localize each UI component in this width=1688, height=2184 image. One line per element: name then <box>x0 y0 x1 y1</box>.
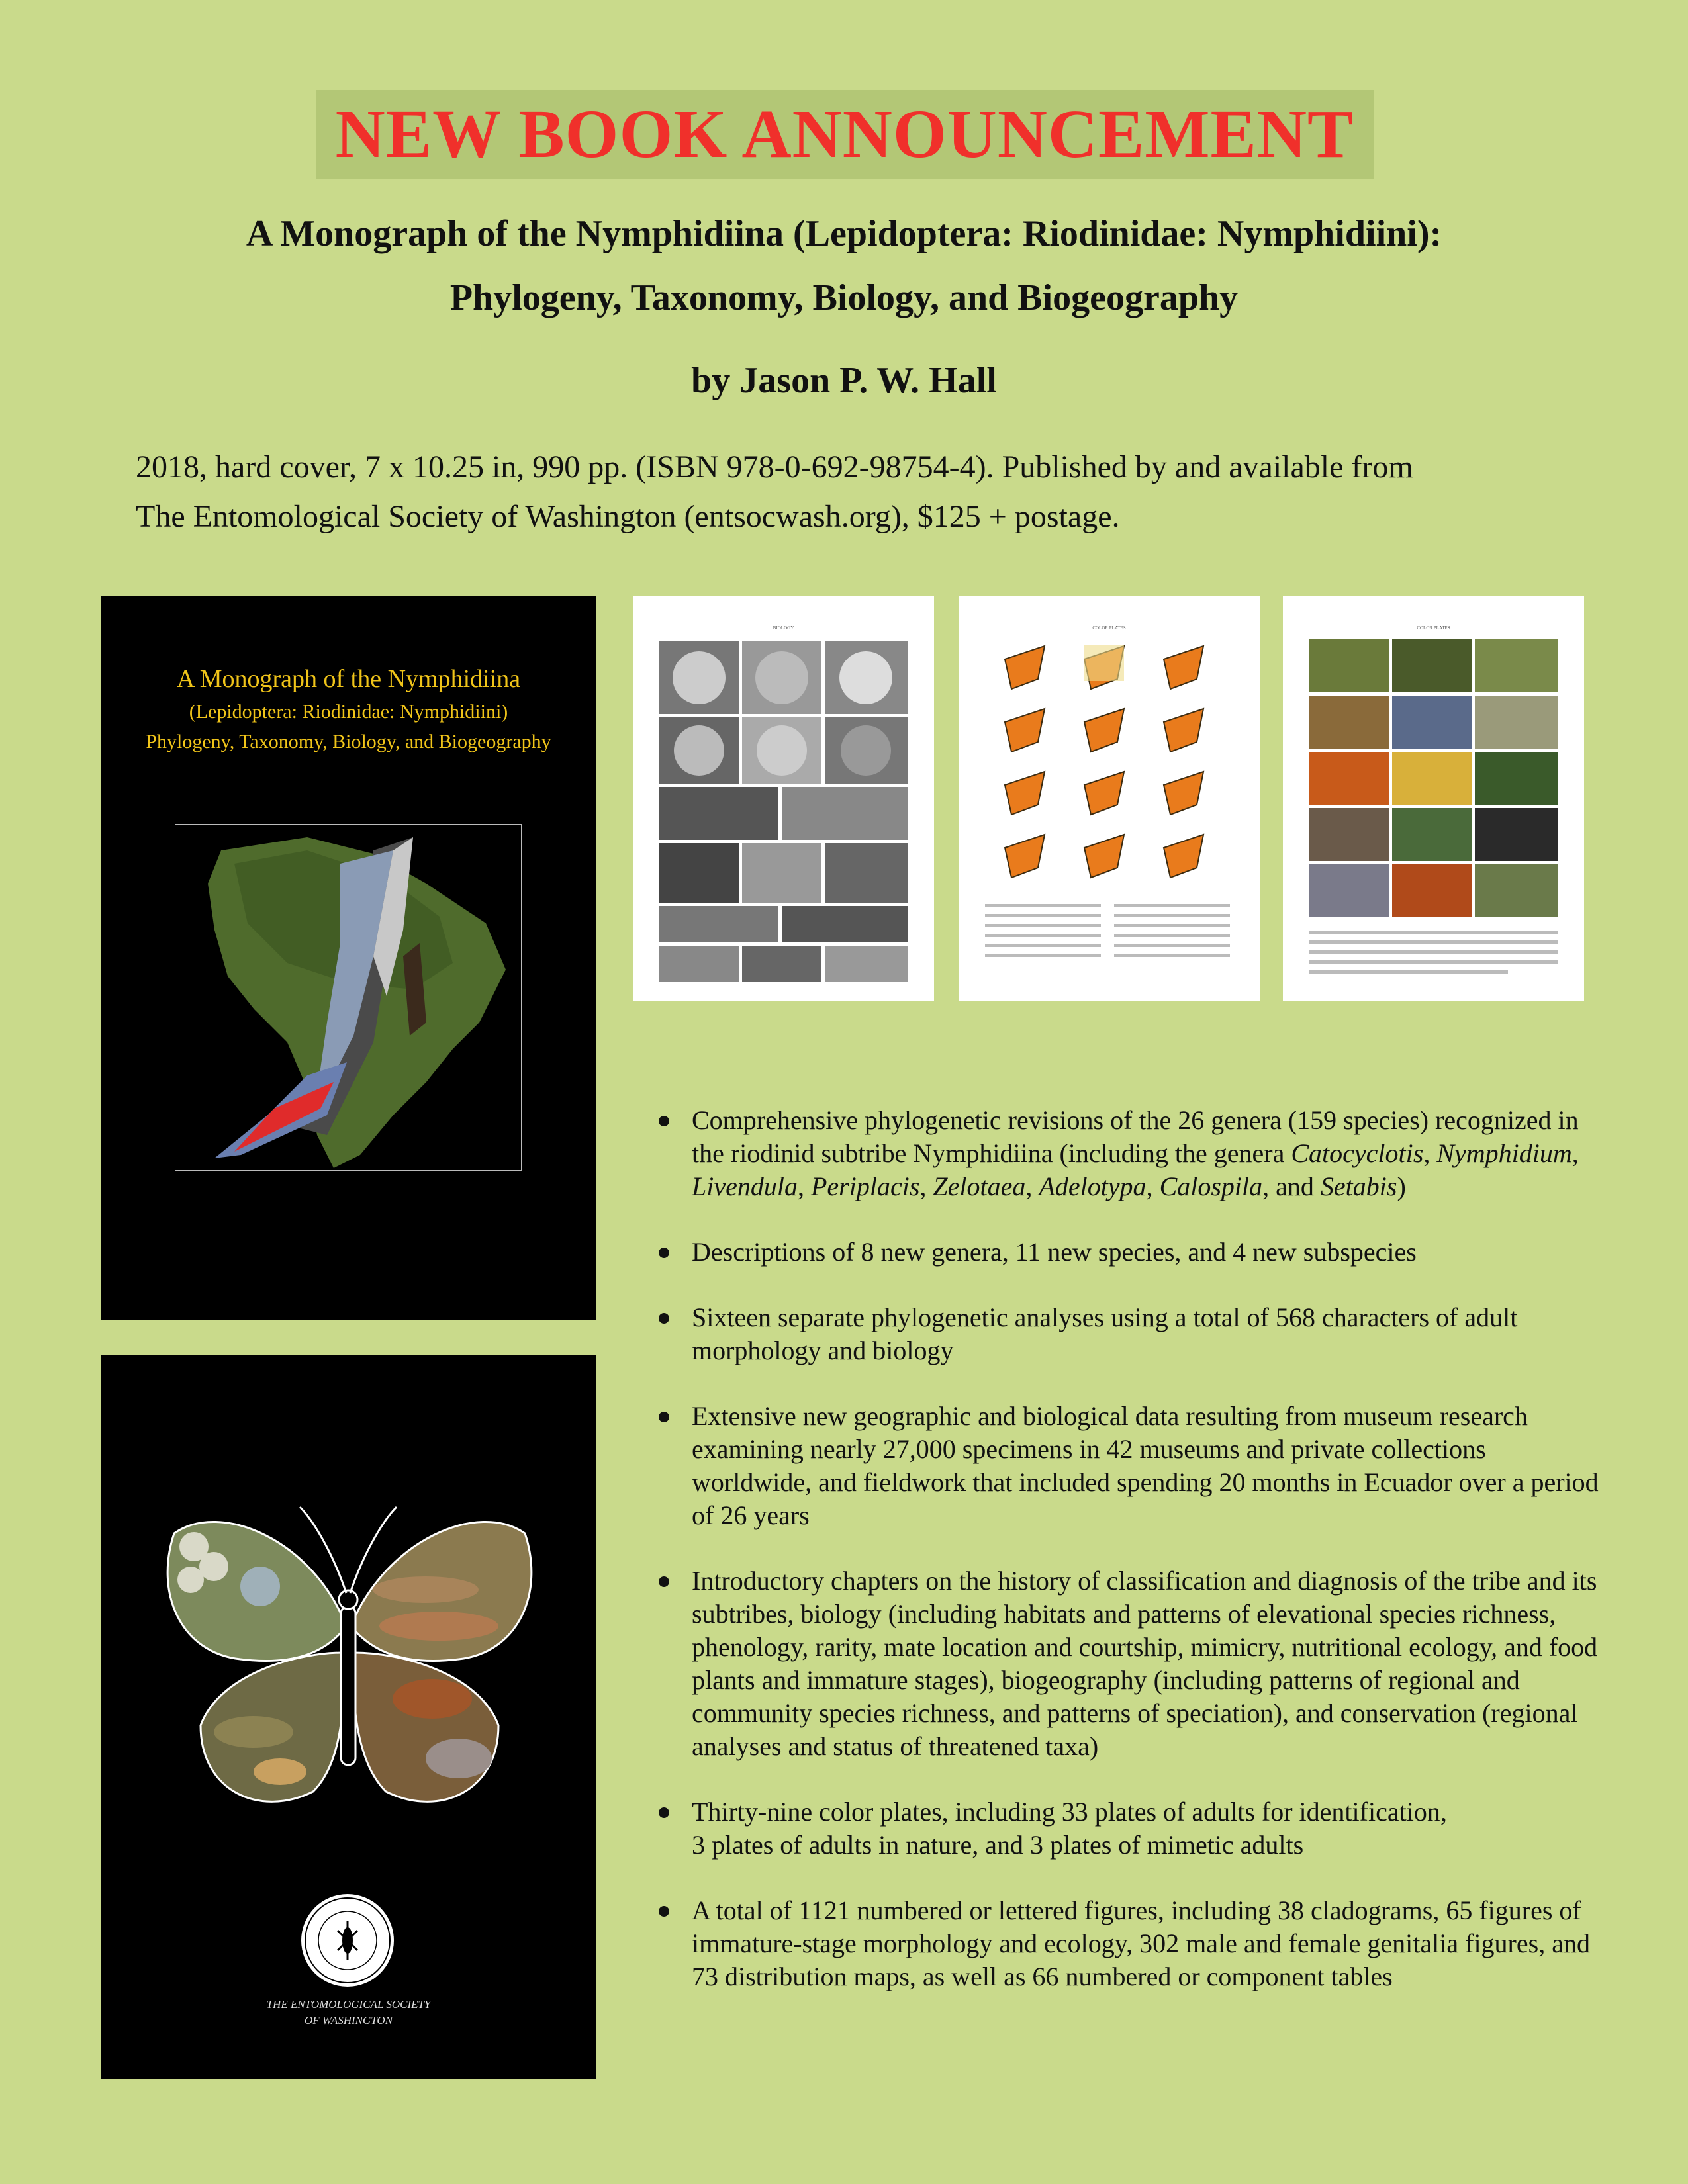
genus-name: Adelotypa <box>1039 1171 1147 1201</box>
butterflies-in-nature-plate <box>1309 639 1558 983</box>
south-america-map-with-butterfly <box>175 824 522 1171</box>
sample-page-plates-adults <box>959 596 1260 1001</box>
back-cover-image <box>101 1355 596 2079</box>
sem-micrograph-grid <box>659 641 908 982</box>
sample-page-biology <box>633 596 934 1001</box>
back-cover-society <box>101 1997 596 2028</box>
butterfly-specimen-plate <box>985 639 1233 983</box>
sample-page-header: COLOR PLATES <box>1092 625 1126 631</box>
society-line1: THE ENTOMOLOGICAL SOCIETY <box>266 1998 431 2011</box>
genus-name: Periplacis <box>810 1171 920 1201</box>
publication-info-line1: 2018, hard cover, 7 x 10.25 in, 990 pp. (ISBN 978-0-692-98754-4). Published by and available from <box>136 449 1413 484</box>
feature-list <box>652 1104 1599 2026</box>
feature-item: Introductory chapters on the history of classification and diagnosis of the tribe and its subtribes, biology (including habitats and patterns of elevational species richness, phenology, rarity, mate location and courtship, mimicry, nutritional ecology, and food plants and immature stages), biogeography (including patterns of regional and community species richness, and patterns of speciation), and conservation (regional analyses and status of threatened taxa) <box>652 1565 1599 1763</box>
genus-name: Catocyclotis <box>1291 1138 1424 1168</box>
front-cover-title: A Monograph of the Nymphidiina <box>176 665 521 693</box>
genus-name: Calospila <box>1159 1171 1263 1201</box>
society-seal-logo <box>298 1891 397 1990</box>
book-author: by Jason P. W. Hall <box>691 360 997 401</box>
book-title-line2: Phylogeny, Taxonomy, Biology, and Biogeography <box>449 277 1239 318</box>
sample-page-plates-nature <box>1283 596 1584 1001</box>
genus-name: Zelotaea <box>933 1171 1026 1201</box>
front-cover-subtitle: Phylogeny, Taxonomy, Biology, and Biogeography <box>146 731 551 752</box>
butterfly-collage <box>128 1461 569 1831</box>
genus-name: Setabis <box>1320 1171 1397 1201</box>
feature-item: Sixteen separate phylogenetic analyses using a total of 568 characters of adult morphology and biology <box>652 1301 1599 1367</box>
feature-item: Descriptions of 8 new genera, 11 new species, and 4 new subspecies <box>652 1236 1599 1269</box>
publication-info-line2: The Entomological Society of Washington (entsocwash.org), $125 + postage. <box>136 499 1120 534</box>
genus-name: Livendula <box>692 1171 798 1201</box>
front-cover-subtitle-paren: (Lepidoptera: Riodinidae: Nymphidiini) <box>189 701 508 723</box>
book-title-line1: A Monograph of the Nymphidiina (Lepidoptera: Riodinidae: Nymphidiini): <box>246 213 1442 254</box>
front-cover-image <box>101 596 596 1320</box>
announcement-banner <box>316 90 1374 179</box>
society-line2: OF WASHINGTON <box>304 2014 393 2026</box>
feature-item: A total of 1121 numbered or lettered figures, including 38 cladograms, 65 figures of immature-stage morphology and ecology, 302 male and female genitalia figures, and 73 distribution maps, as well as 66 numbered or component tables <box>652 1894 1599 1993</box>
feature-item: Extensive new geographic and biological data resulting from museum research examining nearly 27,000 specimens in 42 museums and private collections worldwide, and fieldwork that included spending 20 months in Ecuador over a period of 26 years <box>652 1400 1599 1532</box>
sample-page-header: BIOLOGY <box>773 625 794 631</box>
feature-item: Thirty-nine color plates, including 33 plates of adults for identification, 3 plates of adults in nature, and 3 plates of mimetic adults <box>652 1796 1599 1862</box>
feature-item: Comprehensive phylogenetic revisions of the 26 genera (159 species) recognized in the riodinid subtribe Nymphidiina (including the genera Catocyclotis, Nymphidium, Livendula, Periplacis, Zelotaea, Adelotypa, Calospila, and Setabis) <box>652 1104 1599 1203</box>
publication-info <box>136 442 1592 541</box>
sample-page-header: COLOR PLATES <box>1417 625 1450 631</box>
genus-name: Nymphidium <box>1436 1138 1572 1168</box>
banner-text: NEW BOOK ANNOUNCEMENT <box>335 96 1354 172</box>
